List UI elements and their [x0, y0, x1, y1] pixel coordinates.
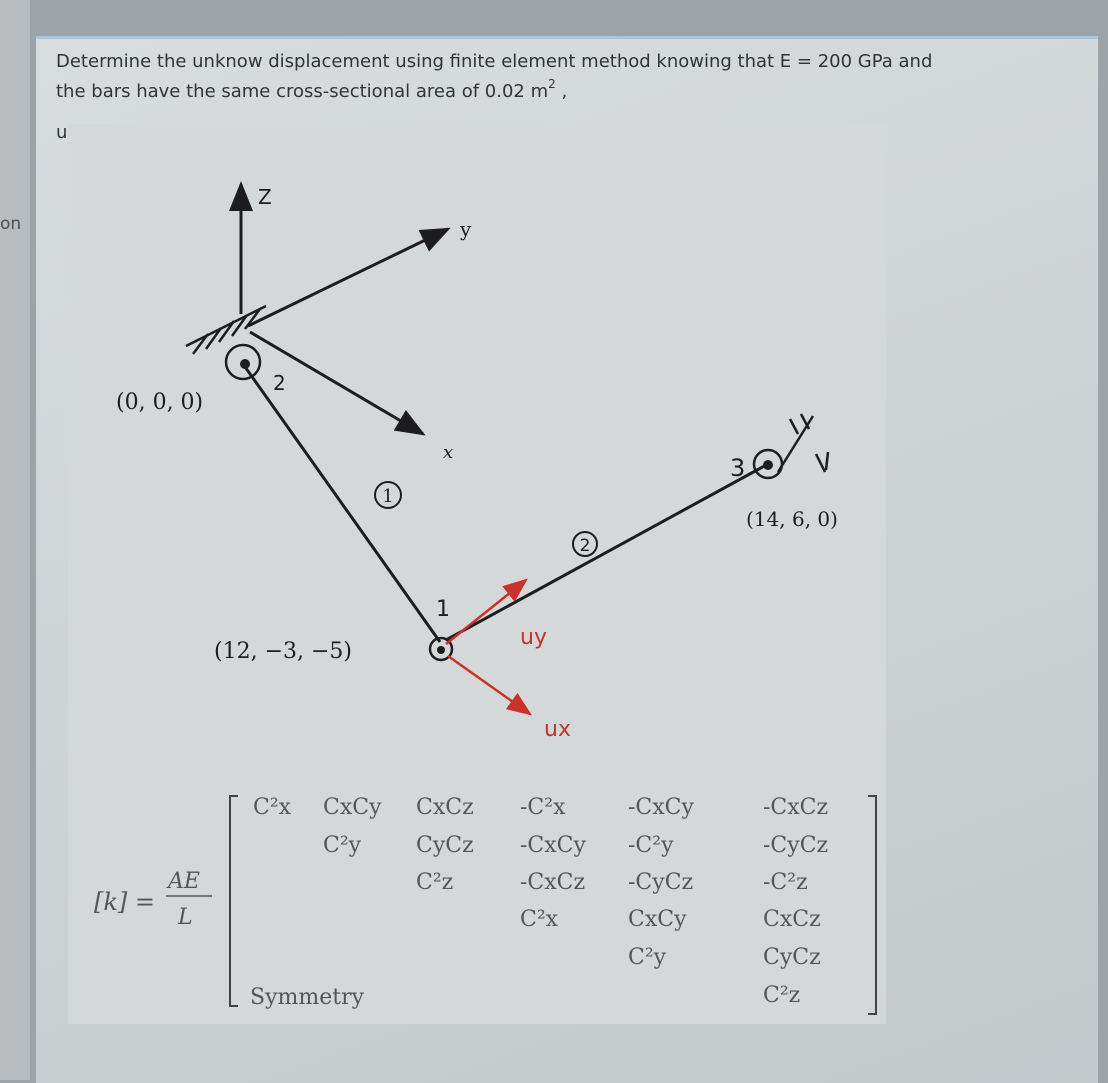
node-2-dot: [240, 359, 250, 369]
matrix-cells: [253, 795, 828, 1008]
element-2-label: 2: [579, 536, 591, 556]
question-line-1: Determine the unknow displacement using finite element method knowing that E = 200 GPa and: [56, 51, 933, 72]
element-1-label: 1: [382, 486, 394, 507]
matrix-cell-r4-c6: CxCz: [763, 907, 821, 932]
sidebar-text-fragment: on: [0, 214, 22, 234]
matrix-cell-r5-c5: C²y: [628, 945, 667, 970]
matrix-cell-r4-c5: CxCy: [628, 907, 687, 932]
matrix-cell-r3-c6: -C²z: [763, 870, 808, 895]
matrix-cell-r4-c4: C²x: [520, 907, 559, 932]
node-1-dot: [437, 646, 445, 654]
matrix-left-bracket: [230, 796, 238, 1006]
y-axis-label: y: [460, 217, 472, 241]
symmetry-label: Symmetry: [250, 985, 365, 1010]
question-line-2: the bars have the same cross-sectional area of 0.02 $m^2$ ,: [56, 77, 568, 102]
support-node-2: [186, 306, 266, 354]
question-line-3: u: [56, 122, 68, 143]
matrix-cell-r5-c6: CyCz: [763, 945, 821, 970]
matrix-cell-r1-c3: CxCz: [416, 795, 474, 820]
matrix-cell-r2-c2: C²y: [323, 833, 362, 858]
x-axis-label: x: [443, 442, 454, 463]
matrix-cell-r2-c5: -C²y: [628, 833, 674, 858]
bar-element-2: [446, 464, 768, 640]
node-3-dot: [763, 460, 773, 470]
matrix-cell-r1-c2: CxCy: [323, 795, 382, 820]
matrix-cell-r2-c6: -CyCz: [763, 833, 829, 858]
truss-figure: [68, 124, 886, 1024]
matrix-cell-r2-c4: -CxCy: [520, 833, 586, 858]
matrix-cell-r1-c6: -CxCz: [763, 795, 829, 820]
matrix-denominator: L: [178, 905, 193, 930]
bar-element-1: [243, 364, 440, 642]
area-exponent: 2: [548, 77, 556, 91]
matrix-cell-r1-c1: C²x: [253, 795, 292, 820]
matrix-cell-r6-c6: C²z: [763, 983, 801, 1008]
node-2-label: 2: [273, 371, 286, 395]
node-2-coordinates: (0, 0, 0): [116, 390, 204, 415]
matrix-lhs: [k] =: [94, 888, 156, 916]
node-1-coordinates: (12, −3, −5): [214, 639, 352, 664]
matrix-cell-r1-c4: -C²x: [520, 795, 566, 820]
z-axis-label: Z: [258, 185, 272, 209]
node-1-label: 1: [436, 597, 450, 622]
matrix-right-bracket: [868, 796, 876, 1014]
sidebar-strip: [0, 0, 30, 1080]
y-axis: [248, 229, 448, 326]
matrix-numerator: AE: [168, 869, 200, 894]
matrix-cell-r3-c5: -CyCz: [628, 870, 694, 895]
ux-label: ux: [544, 717, 571, 742]
support-node-3: [778, 414, 828, 472]
node-3-coordinates: (14, 6, 0): [746, 507, 838, 531]
matrix-cell-r3-c4: -CxCz: [520, 870, 586, 895]
ux-arrow: [448, 656, 530, 714]
matrix-cell-r2-c3: CyCz: [416, 833, 474, 858]
matrix-cell-r3-c3: C²z: [416, 870, 454, 895]
uy-label: uy: [520, 625, 547, 650]
node-3-label: 3: [730, 454, 746, 482]
truss-diagram: [68, 124, 886, 1024]
matrix-cell-r1-c5: -CxCy: [628, 795, 694, 820]
uy-arrow: [446, 580, 526, 644]
